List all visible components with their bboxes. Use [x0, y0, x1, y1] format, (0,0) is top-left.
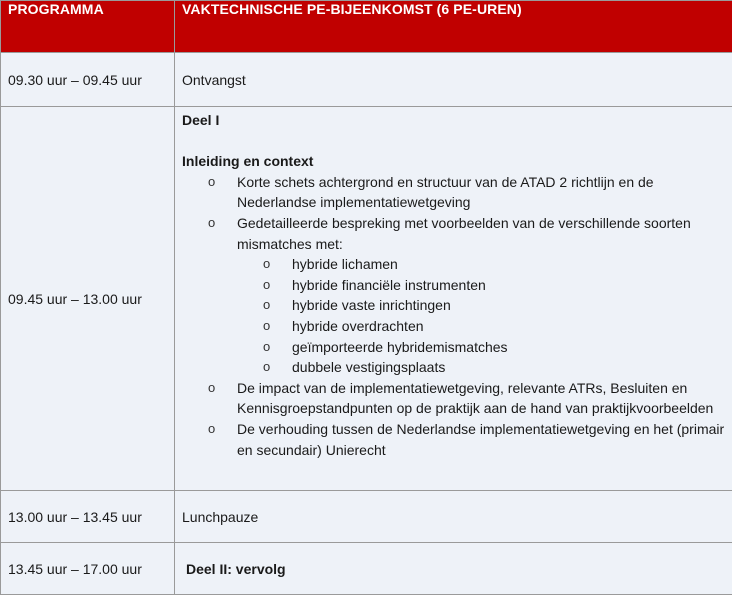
list-item [182, 213, 732, 378]
header-programma: PROGRAMMA [1, 1, 175, 53]
list-item-text: Korte schets achtergrond en structuur van de ATAD 2 richtlijn en de Nederlandse implementatiewetgeving [237, 173, 654, 211]
list-item-text: Gedetailleerde bespreking met voorbeelden van de verschillende soorten mismatches met: [237, 214, 691, 252]
list-item-text: De impact van de implementatiewetgeving, relevante ATRs, Besluiten en Kennisgroepstandpunten op de praktijk aan de hand van praktijkvoorbeelden [237, 379, 714, 417]
header-row [1, 1, 732, 53]
list-item [182, 419, 732, 460]
activity-detail-cell [175, 107, 732, 491]
sub-list-item [237, 275, 732, 296]
section-heading: Inleiding en context [182, 153, 314, 170]
sub-list-item [237, 316, 732, 337]
topic-list [182, 172, 732, 460]
bullet-icon: o [263, 317, 271, 333]
bullet-icon: o [263, 256, 271, 272]
list-item [182, 172, 732, 213]
table-row [1, 107, 732, 491]
sub-list-item-text: hybride overdrachten [292, 317, 424, 334]
bullet-icon: o [263, 359, 271, 375]
time-cell: 09.30 uur – 09.45 uur [1, 53, 175, 107]
bullet-icon: o [208, 214, 216, 230]
spacer [182, 131, 732, 152]
time-cell: 13.00 uur – 13.45 uur [1, 491, 175, 543]
mismatch-list [237, 254, 732, 378]
sub-list-item [237, 254, 732, 275]
table-row [1, 53, 732, 107]
sub-list-item [237, 295, 732, 316]
bullet-icon: o [263, 276, 271, 292]
time-cell: 09.45 uur – 13.00 uur [1, 107, 175, 491]
activity-cell: Ontvangst [175, 53, 732, 107]
activity-cell: Lunchpauze [175, 491, 732, 543]
list-item [182, 378, 732, 419]
time-cell: 13.45 uur – 17.00 uur [1, 543, 175, 595]
sub-list-item-text: hybride lichamen [292, 256, 398, 273]
part-heading: Deel I [182, 112, 220, 128]
list-item-text: De verhouding tussen de Nederlandse implementatiewetgeving en het (primair en secundair) Unierecht [237, 420, 725, 458]
bullet-icon: o [208, 420, 216, 436]
table-row [1, 491, 732, 543]
bullet-icon: o [263, 338, 271, 354]
sub-list-item-text: geïmporteerde hybridemismatches [292, 338, 508, 355]
sub-list-item [237, 357, 732, 378]
activity-cell: Deel II: vervolg [175, 543, 732, 595]
sub-list-item-text: dubbele vestigingsplaats [292, 359, 446, 376]
bullet-icon: o [208, 173, 216, 189]
table-row [1, 543, 732, 595]
bullet-icon: o [208, 379, 216, 395]
header-title: VAKTECHNISCHE PE-BIJEENKOMST (6 PE-UREN) [175, 1, 732, 53]
sub-list-item-text: hybride vaste inrichtingen [292, 297, 451, 314]
sub-list-item-text: hybride financiële instrumenten [292, 276, 486, 293]
sub-list-item [237, 337, 732, 358]
bullet-icon: o [263, 297, 271, 313]
